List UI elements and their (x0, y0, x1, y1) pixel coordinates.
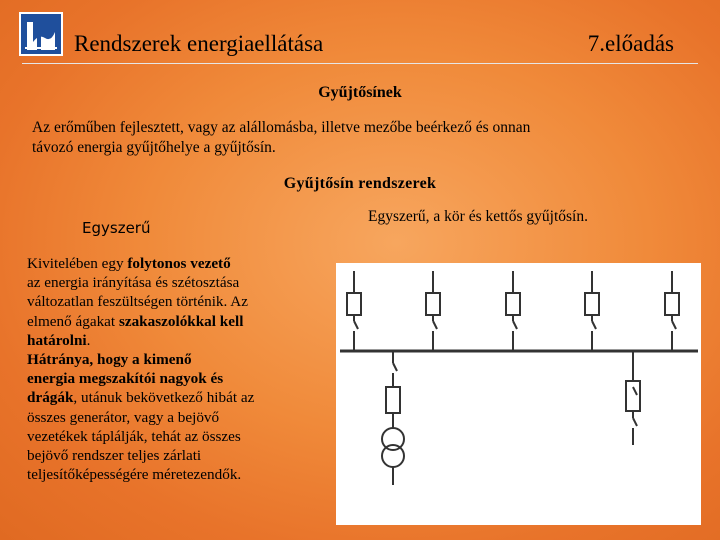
bold-text-run: szakaszolókkal kell (118, 312, 244, 330)
logo-icon (19, 12, 63, 56)
presentation-title: Rendszerek energiaellátása (74, 31, 324, 56)
description-line (27, 388, 307, 407)
text-run: változatlan feszültségen történik. Az (27, 293, 248, 311)
left-column-label: Egyszerű (82, 219, 151, 237)
description-line (27, 465, 307, 484)
description-line (27, 408, 307, 427)
diagram-caption: Egyszerű, a kör és kettős gyűjtősín. (368, 208, 588, 225)
description-line (27, 254, 307, 273)
text-run: Kivitelében egy (27, 255, 128, 272)
text-run: összes generátor, vagy a bejövő (27, 408, 220, 426)
section-title: Gyűjtősín rendszerek (283, 175, 437, 192)
text-run: . (86, 331, 91, 349)
description-line (27, 446, 307, 465)
bold-text-run: Hátránya, hogy a kimenő (27, 351, 192, 369)
bold-text-run: folytonos vezető (127, 255, 231, 272)
bold-text-run: energia megszakítói nagyok és (27, 370, 224, 388)
description-line (27, 292, 307, 311)
description-line (27, 369, 307, 388)
text-run: elmenő ágakat (27, 312, 119, 330)
intro-paragraph (32, 118, 672, 158)
description-line (27, 350, 307, 369)
lecture-number: 7.előadás (587, 31, 674, 56)
description-paragraph (27, 254, 307, 484)
intro-line: Az erőműben fejlesztett, vagy az alállomásba, illetve mezőbe beérkező és onnan (32, 119, 531, 136)
text-run: bejövő rendszer teljes zárlati (27, 447, 202, 465)
text-run: az energia irányítása és szétosztása (27, 274, 240, 292)
description-line (27, 273, 307, 292)
header-divider (22, 63, 698, 64)
intro-line: távozó energia gyűjtőhelye a gyűjtősín. (32, 139, 276, 156)
busbar-diagram (336, 263, 701, 525)
text-run: teljesítőképességére méretezendők. (27, 466, 242, 484)
slide-subtitle: Gyűjtősínek (318, 84, 402, 101)
text-run: , utánuk bekövetkező hibát az (73, 389, 255, 407)
description-line (27, 312, 307, 331)
description-line (27, 427, 307, 446)
description-line (27, 331, 307, 350)
bold-text-run: drágák (27, 389, 74, 407)
text-run: vezetékek táplálják, tehát az összes (27, 427, 241, 445)
bold-text-run: határolni (27, 331, 87, 349)
